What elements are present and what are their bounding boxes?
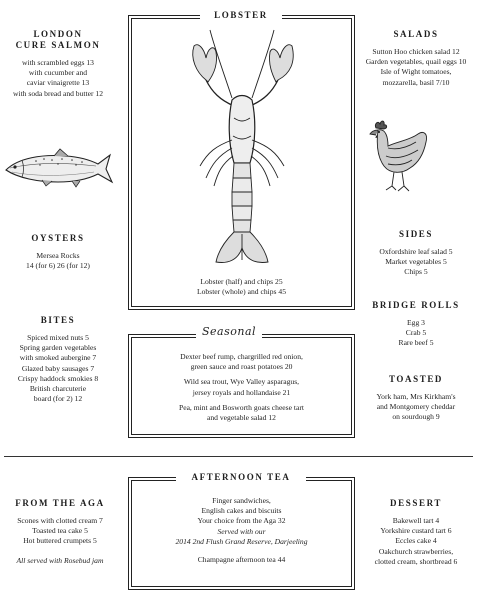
menu-item: mozzarella, basil 7/10: [382, 77, 450, 87]
seasonal-items: [128, 352, 355, 423]
menu-item: with scrambled eggs 13: [22, 58, 94, 67]
menu-item: York ham, Mrs Kirkham's: [376, 392, 456, 401]
dessert-items: [355, 516, 477, 567]
heading-line: LONDON: [33, 29, 83, 39]
menu-item: Oakchurch strawberries,: [378, 546, 454, 556]
menu-item: Pea, mint and Bosworth goats cheese tart: [178, 402, 305, 412]
menu-item: Dexter beef rump, chargrilled red onion,: [180, 352, 303, 361]
menu-item: Your choice from the Aga 32: [197, 516, 286, 526]
heading-line: CURE SALMON: [15, 40, 101, 50]
menu-item: Crispy haddock smokies 8: [17, 373, 99, 383]
menu-item: Champagne afternoon tea 44: [197, 555, 286, 565]
menu-item: caviar vinaigrette 13: [26, 78, 90, 88]
afternoon-tea-items: [128, 496, 355, 565]
menu-item: and vegetable salad 12: [207, 413, 276, 423]
from-the-aga-heading: FROM THE AGA: [15, 498, 105, 508]
menu-item: Egg 3: [407, 318, 425, 327]
menu-item: Mersea Rocks: [36, 251, 80, 260]
menu-note: All served with Rosebud jam: [16, 555, 104, 565]
menu-item: with cucumber and: [28, 68, 88, 78]
menu-item: Garden vegetables, quail eggs 10: [365, 57, 467, 67]
menu-item: with soda bread and butter 12: [12, 88, 104, 98]
menu-item: Bakewell tart 4: [392, 516, 440, 525]
lobster-heading: LOBSTER: [200, 10, 282, 20]
menu-item: Oxfordshire leaf salad 5: [379, 247, 453, 256]
menu-item: on sourdough 9: [392, 412, 440, 422]
menu-item: Glazed baby sausages 7: [21, 363, 95, 373]
from-the-aga-items: [0, 516, 120, 566]
bridge-rolls-items: [355, 318, 477, 349]
salads-items: [355, 47, 477, 88]
menu-item: jersey royals and hollandaise 21: [192, 387, 291, 397]
toasted-heading: TOASTED: [388, 374, 444, 384]
salads-heading: SALADS: [393, 29, 439, 39]
menu-item: with smoked aubergine 7: [19, 353, 97, 363]
dessert-heading: DESSERT: [390, 498, 442, 508]
menu-item: Chips 5: [404, 267, 428, 277]
menu-item: and Montgomery cheddar: [376, 402, 456, 412]
menu-note: Served with our: [217, 526, 266, 536]
menu-item: Lobster (half) and chips 25: [200, 277, 283, 286]
menu-item: Toasted tea cake 5: [32, 526, 88, 536]
salmon-items: [0, 58, 116, 99]
bridge-rolls-heading: BRIDGE ROLLS: [372, 300, 460, 310]
menu-item: 14 (for 6) 26 (for 12): [26, 261, 90, 271]
menu-item: Hot buttered crumpets 5: [23, 536, 97, 546]
bites-items: [0, 333, 116, 404]
menu-item: Crab 5: [405, 328, 427, 338]
menu-item: board (for 2) 12: [33, 394, 83, 404]
menu-item: Sutton Hoo chicken salad 12: [372, 47, 460, 56]
sides-heading: SIDES: [398, 229, 433, 239]
menu-item: green sauce and roast potatoes 20: [190, 362, 293, 372]
menu-item: Wild sea trout, Wye Valley asparagus,: [183, 377, 300, 387]
menu-item: English cakes and biscuits: [201, 506, 282, 516]
menu-note: 2014 2nd Flush Grand Reserve, Darjeeling: [175, 536, 308, 546]
bites-heading: BITES: [40, 315, 76, 325]
section-divider: [4, 456, 473, 457]
seasonal-heading: Seasonal: [196, 325, 262, 338]
menu-item: Lobster (whole) and chips 45: [197, 287, 286, 297]
toasted-items: [355, 392, 477, 423]
menu-item: Yorkshire custard tart 6: [380, 526, 452, 536]
hen-illustration: [366, 116, 430, 196]
menu-item: Rare beef 5: [398, 338, 434, 348]
afternoon-tea-heading: AFTERNOON TEA: [176, 472, 306, 482]
oysters-heading: OYSTERS: [31, 233, 85, 243]
oysters-items: [0, 251, 116, 271]
menu-item: Isle of Wight tomatoes,: [380, 67, 452, 77]
menu-item: Market vegetables 5: [385, 257, 447, 267]
lobster-illustration: [172, 28, 312, 268]
menu-item: Scones with clotted cream 7: [17, 516, 103, 525]
sides-items: [355, 247, 477, 278]
menu-item: Finger sandwiches,: [212, 496, 271, 505]
lobster-items: [128, 277, 355, 297]
menu-item: Spiced mixed nuts 5: [27, 333, 89, 342]
menu-item: Spring garden vegetables: [19, 343, 97, 353]
london-cure-salmon-heading: [0, 29, 116, 51]
menu-item: clotted cream, shortbread 6: [374, 556, 458, 566]
menu-item: British charcuterie: [29, 384, 87, 394]
menu-item: Eccles cake 4: [395, 536, 437, 546]
salmon-illustration: [2, 146, 116, 192]
